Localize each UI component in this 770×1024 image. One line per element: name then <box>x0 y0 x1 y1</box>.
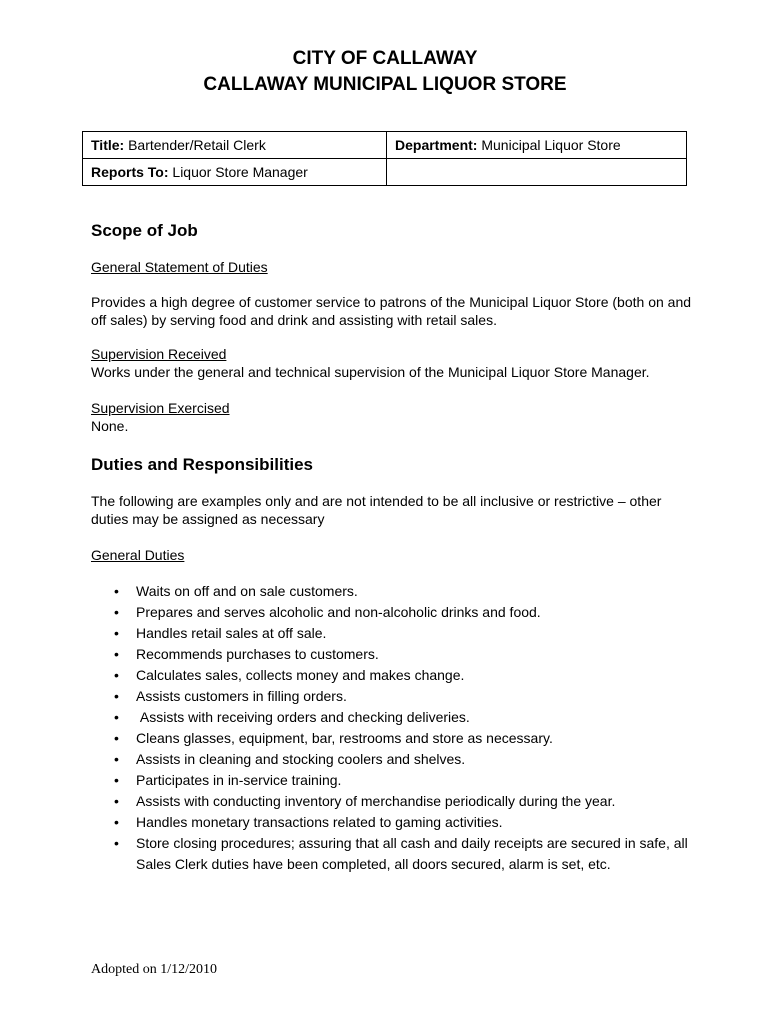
supervision-exercised-text: None. <box>91 418 129 434</box>
duty-text: Participates in in-service training. <box>136 772 342 788</box>
bullet-icon: • <box>114 835 119 851</box>
job-info-table <box>82 131 687 186</box>
duty-text: Waits on off and on sale customers. <box>136 583 358 599</box>
bullet-icon: • <box>114 625 119 641</box>
list-item <box>91 644 725 665</box>
empty-cell <box>387 159 687 186</box>
list-item <box>91 581 725 602</box>
duty-text: Prepares and serves alcoholic and non-alcoholic drinks and food. <box>136 604 541 620</box>
bullet-icon: • <box>114 667 119 683</box>
department-cell <box>387 132 687 159</box>
table-row <box>83 132 687 159</box>
title-cell <box>83 132 387 159</box>
list-item <box>91 686 725 707</box>
bullet-icon: • <box>114 688 119 704</box>
bullet-icon: • <box>114 709 119 725</box>
list-item <box>91 770 725 791</box>
supervision-exercised-heading: Supervision Exercised <box>91 400 230 416</box>
duty-text: Handles retail sales at off sale. <box>136 625 327 641</box>
supervision-received-heading: Supervision Received <box>91 346 227 362</box>
bullet-icon: • <box>114 646 119 662</box>
general-duties-heading: General Duties <box>91 547 185 563</box>
list-item <box>91 749 725 770</box>
duty-text: Assists with conducting inventory of merchandise periodically during the year. <box>136 793 616 809</box>
duty-text: Handles monetary transactions related to gaming activities. <box>136 814 503 830</box>
duty-text: Cleans glasses, equipment, bar, restrooms and store as necessary. <box>136 730 553 746</box>
list-item <box>91 707 725 728</box>
bullet-icon: • <box>114 814 119 830</box>
department-label: Department: <box>395 137 478 153</box>
duties-heading: Duties and Responsibilities <box>91 455 313 474</box>
duty-text: Store closing procedures; assuring that all cash and daily receipts are secured in safe, all Sales Clerk duties have been completed, all doors secured, alarm is set, etc. <box>136 835 692 872</box>
list-item <box>91 812 725 833</box>
list-item <box>91 728 725 749</box>
list-item <box>91 665 725 686</box>
table-row <box>83 159 687 186</box>
list-item <box>91 833 725 875</box>
general-statement-text: Provides a high degree of customer service to patrons of the Municipal Liquor Store (both on and off sales) by serving food and drink and assisting with retail sales. <box>91 294 692 328</box>
list-item <box>91 602 725 623</box>
supervision-received-text: Works under the general and technical supervision of the Municipal Liquor Store Manager. <box>91 364 650 380</box>
bullet-icon: • <box>114 583 119 599</box>
title-label: Title: <box>91 137 125 153</box>
list-item <box>91 623 725 644</box>
duty-text: Calculates sales, collects money and makes change. <box>136 667 465 683</box>
duty-text: Recommends purchases to customers. <box>136 646 379 662</box>
reports-to-label: Reports To: <box>91 164 169 180</box>
header-store: CALLAWAY MUNICIPAL LIQUOR STORE <box>203 74 567 95</box>
bullet-icon: • <box>114 730 119 746</box>
bullet-icon: • <box>114 793 119 809</box>
reports-to-cell <box>83 159 387 186</box>
duties-list <box>91 581 691 875</box>
bullet-icon: • <box>114 772 119 788</box>
document-body <box>91 219 691 875</box>
duties-intro: The following are examples only and are not intended to be all inclusive or restrictive – other duties may be assigned as necessary <box>91 493 662 527</box>
duty-text: Assists in cleaning and stocking coolers and shelves. <box>136 751 466 767</box>
header-city: CITY OF CALLAWAY <box>292 48 478 69</box>
scope-heading: Scope of Job <box>91 221 198 240</box>
general-statement-heading: General Statement of Duties <box>91 259 268 275</box>
adopted-date: Adopted on 1/12/2010 <box>91 962 217 977</box>
document-header <box>0 46 770 98</box>
list-item <box>91 791 725 812</box>
title-value: Bartender/Retail Clerk <box>128 137 266 153</box>
duty-text: Assists with receiving orders and checking deliveries. <box>136 709 470 725</box>
department-value: Municipal Liquor Store <box>481 137 621 153</box>
bullet-icon: • <box>114 604 119 620</box>
duty-text: Assists customers in filling orders. <box>136 688 347 704</box>
reports-to-value: Liquor Store Manager <box>172 164 308 180</box>
bullet-icon: • <box>114 751 119 767</box>
